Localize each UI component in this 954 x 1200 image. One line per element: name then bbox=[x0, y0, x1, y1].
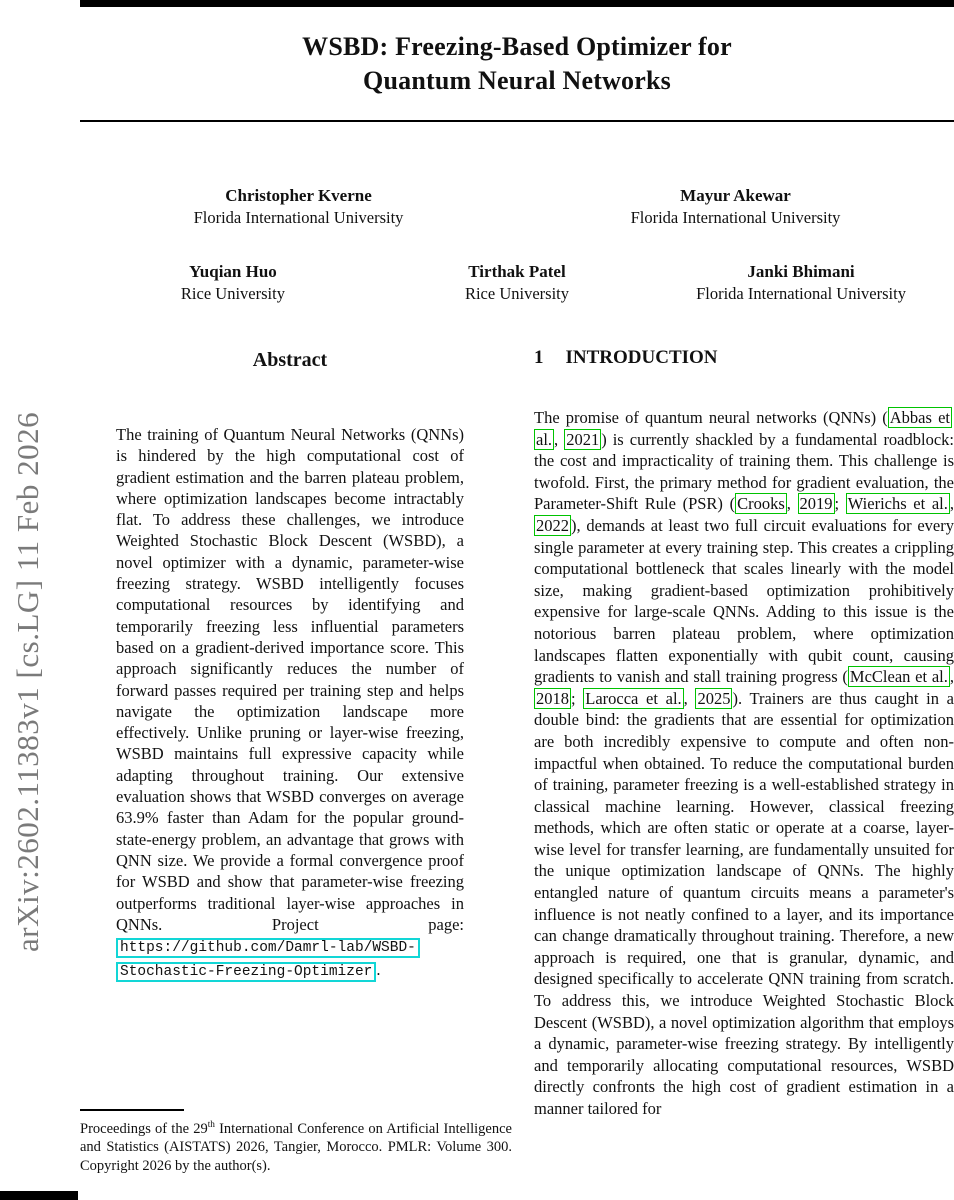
text-segment: ). Trainers are thus caught in a double bind: the gradients that are essential for optimization are both incredibly expensive to compute and often non-impactful when obtained. To reduce the computational burden of training, parameter freezing is a well-established strategy in classical machine learning. However, classical freezing methods, which are often static or operate at a coarse, layer-wise level for transfer learning, are fundamentally unsuited for the unique optimization landscape of QNNs. The highly entangled nature of quantum circuits means a parameter's influence is not neatly confined to a layer, and its importance can change dramatically throughout training. Therefore, a new approach is required, one that is granular, dynamic, and designed specifically to accelerate QNN training from scratch. To address this, we introduce Weighted Stochastic Block Descent (WSBD), a novel optimization algorithm that employs a dynamic, parameter-wise freezing strategy. By intelligently and temporarily allocating computational resources, WSBD directly confronts the high cost of gradient estimation in a manner tailored for bbox=[534, 688, 954, 1118]
text-segment: , bbox=[683, 688, 696, 708]
text-segment: ) is currently shackled by a fundamental roadblock: the cost and impracticality of training them. This challenge is twofold. First, the primary method for gradient evaluation, the Parameter-Shift Rule (PSR) ( bbox=[534, 429, 954, 514]
text-segment: Proceedings of the 29 bbox=[80, 1120, 208, 1137]
text-segment: , bbox=[949, 494, 954, 514]
text-segment: , bbox=[949, 667, 954, 687]
authors-row-2 bbox=[80, 261, 954, 304]
author-affiliation: Florida International University bbox=[193, 208, 404, 227]
section-title: INTRODUCTION bbox=[565, 347, 718, 368]
author-block bbox=[80, 185, 517, 228]
introduction-body bbox=[534, 407, 954, 1200]
scan-artifact-top-bar bbox=[80, 0, 954, 7]
citation-link[interactable]: Wierichs et al. bbox=[847, 494, 948, 514]
paper-title-line2: Quantum Neural Networks bbox=[363, 66, 671, 95]
author-block bbox=[386, 261, 648, 304]
author-name: Mayur Akewar bbox=[680, 186, 791, 205]
citation-link[interactable]: 2021 bbox=[566, 429, 600, 449]
author-affiliation: Florida International University bbox=[696, 284, 906, 303]
section-number: 1 bbox=[534, 347, 544, 368]
text-segment: , bbox=[786, 494, 798, 514]
author-affiliation: Rice University bbox=[464, 284, 569, 303]
author-name: Janki Bhimani bbox=[747, 262, 855, 281]
citation-link[interactable]: 2019 bbox=[799, 494, 833, 514]
citation-link[interactable]: Crooks bbox=[737, 494, 785, 514]
author-block bbox=[517, 185, 954, 228]
project-page-url-link[interactable]: https://github.com/Damrl-lab/WSBD-Stochastic-Freezing-Optimizer bbox=[116, 938, 420, 982]
text-segment: ; bbox=[571, 688, 584, 708]
author-block bbox=[648, 261, 954, 304]
text-segment: The training of Quantum Neural Networks (QNNs) is hindered by the high computational cost of gradient estimation and the barren plateau problem, where optimization landscapes become intractably flat. To address these challenges, we introduce Weighted Stochastic Block Descent (WSBD), a novel optimizer with a dynamic, parameter-wise freezing strategy. WSBD intelligently focuses computational resources by identifying and temporarily freezing less influential parameters based on a gradient-derived importance score. This approach significantly reduces the number of forward passes required per training step and helps navigate the optimization landscape more effectively. Unlike pruning or layer-wise freezing, WSBD maintains full expressive capacity while adapting throughout training. Our extensive evaluation shows that WSBD converges on average 63.9% faster than Adam for the popular ground-state-energy problem, an advantage that grows with QNN size. We provide a formal convergence proof for WSBD and show that parameter-wise freezing outperforms traditional layer-wise approaches in QNNs. Project page: bbox=[116, 425, 464, 934]
citation-link[interactable]: 2022 bbox=[536, 515, 569, 535]
text-segment: International Conference on Artificial Intelligence and Statistics (AISTATS) 2026, Tangier, Morocco. PMLR: Volume 300. Copyright 2026 by the author(s). bbox=[80, 1120, 512, 1175]
arxiv-watermark: arXiv:2602.11383v1 [cs.LG] 11 Feb 2026 bbox=[10, 411, 45, 952]
authors-row-1 bbox=[80, 185, 954, 228]
text-segment: The promise of quantum neural networks (QNNs) ( bbox=[534, 408, 888, 427]
author-affiliation: Rice University bbox=[180, 284, 285, 303]
conference-footnote bbox=[80, 1116, 512, 1176]
scan-artifact-bottom-bar bbox=[0, 1191, 78, 1200]
abstract-heading: Abstract bbox=[252, 349, 328, 371]
citation-link[interactable]: Abbas et al. bbox=[536, 408, 950, 449]
text-segment: ; bbox=[834, 494, 846, 514]
author-name: Christopher Kverne bbox=[225, 186, 372, 205]
citation-link[interactable]: McClean et al. bbox=[849, 667, 948, 687]
text-segment: , bbox=[554, 429, 565, 449]
footnote-rule bbox=[80, 1109, 184, 1111]
paper-title-line1: WSBD: Freezing-Based Optimizer for bbox=[302, 32, 732, 61]
paper-title bbox=[80, 30, 954, 98]
text-segment: . bbox=[376, 960, 381, 980]
section-1-heading bbox=[534, 347, 954, 369]
text-segment: ), demands at least two full circuit evaluations for every single parameter at every training step. This creates a crippling computational bottleneck that scales linearly with the model size, making gradient-based optimization prohibitively expensive for large-scale QNNs. Adding to this issue is the notorious barren plateau problem, where optimization landscapes flatten exponentially with qubit count, causing gradients to vanish and stall training progress ( bbox=[534, 515, 954, 687]
author-name: Yuqian Huo bbox=[189, 262, 277, 281]
author-affiliation: Florida International University bbox=[630, 208, 841, 227]
citation-link[interactable]: 2025 bbox=[697, 688, 731, 708]
citation-link[interactable]: Larocca et al. bbox=[585, 688, 682, 708]
author-block bbox=[80, 261, 386, 304]
title-divider-rule bbox=[80, 120, 954, 122]
author-name: Tirthak Patel bbox=[468, 262, 566, 281]
citation-link[interactable]: 2018 bbox=[536, 688, 569, 708]
abstract-body bbox=[116, 424, 464, 984]
text-segment: th bbox=[207, 1120, 215, 1130]
